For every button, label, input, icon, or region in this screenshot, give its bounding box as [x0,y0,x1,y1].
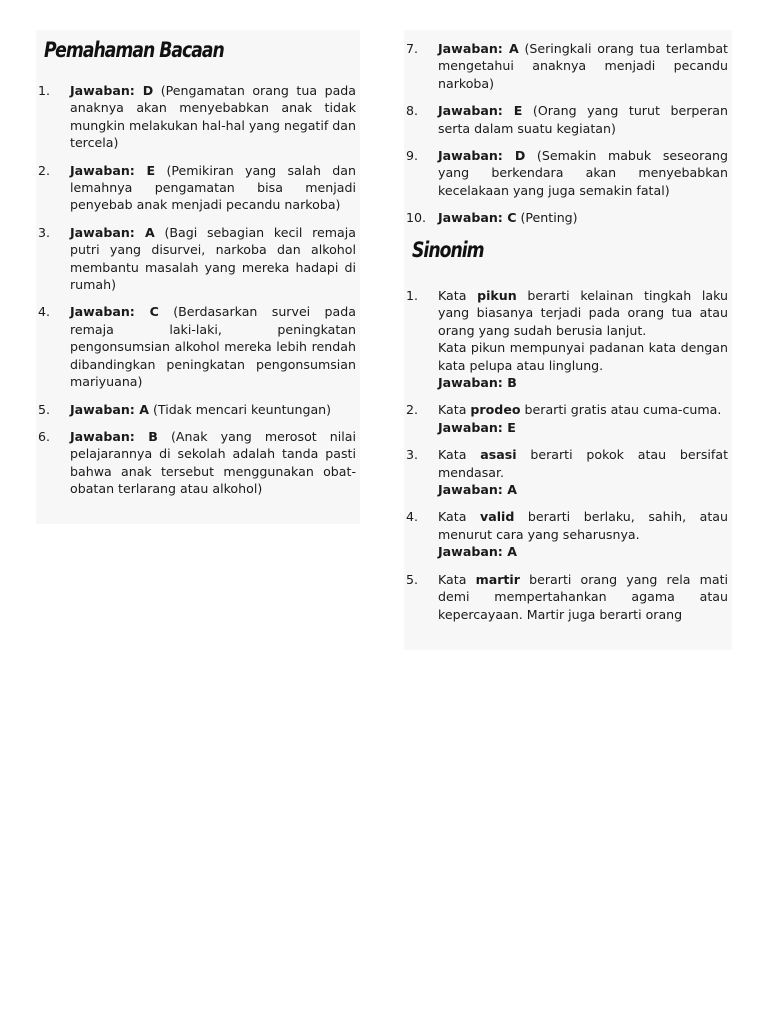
list-item [404,40,732,92]
list-item [36,401,360,418]
item-number: 3. [406,447,419,463]
definition-text: berarti gratis atau cuma-cuma. [520,402,722,418]
keyword: martir [475,571,520,587]
keyword: pikun [477,288,517,303]
section-title-pemahaman-bacaan: Pemahaman Bacaan [44,38,224,62]
list-item [36,303,360,390]
item-number: 5. [406,571,419,587]
list-item [404,287,732,391]
definition-prefix: Kata [438,509,480,525]
answer-label: Jawaban: B [70,428,158,444]
definition-prefix: Kata [438,402,471,418]
answer-label: Jawaban: A [438,482,517,498]
item-number: 2. [406,402,419,418]
list-item [404,508,732,560]
answer-label: Jawaban: C [70,304,159,320]
answer-label: Jawaban: D [438,148,526,164]
answer-explanation: (Anak yang merosot nilai pelajarannya di sekolah adalah tanda pasti bahwa anak tersebut menggunakan obat-obatan terlarang atau alkohol) [70,428,356,497]
answer-explanation: (Bagi sebagian kecil remaja putri yang disurvei, narkoba dan alkohol membantu masalah yang mereka hadapi di rumah) [70,224,356,293]
list-item [36,224,360,294]
list-item [36,82,360,152]
left-column [36,30,360,524]
item-number: 1. [38,83,51,98]
item-number: 6. [38,428,51,444]
item-number: 3. [38,224,51,240]
right-column [404,30,732,650]
list-item [404,571,732,623]
answer-explanation: (Penting) [516,210,578,226]
reading-answers-list-continued [404,40,732,237]
item-number: 5. [38,401,51,417]
item-number: 1. [406,288,419,303]
answer-label: Jawaban: E [70,162,156,178]
answer-label: Jawaban: E [438,419,516,435]
answer-label: Jawaban: A [70,224,155,240]
definition-extra: Kata pikun mempunyai padanan kata dengan kata pelupa atau linglung. [438,340,728,373]
answer-explanation: (Berdasarkan survei pada remaja laki-laki, peningkatan pengonsumsian alkohol mereka lebih rendah dibandingkan peningkatan pengonsumsian mariyuana) [70,304,356,390]
keyword: prodeo [470,402,521,418]
keyword: asasi [480,447,517,463]
item-number: 8. [406,103,419,119]
item-number: 7. [406,41,419,56]
definition-text: berarti pokok atau bersifat mendasar. [438,447,729,480]
answer-label: Jawaban: A [438,41,519,56]
definition-prefix: Kata [438,288,478,303]
section-title-sinonim: Sinonim [412,238,484,262]
definition-text: berarti orang yang rela mati demi mempertahankan agama atau kepercayaan. Martir juga berarti orang [438,571,729,622]
answer-explanation: (Semakin mabuk seseorang yang berkendara akan menyebabkan kecelakaan yang juga semakin fatal) [438,148,729,198]
item-number: 4. [406,509,419,525]
answer-label: Jawaban: A [438,544,517,560]
item-number: 4. [38,304,51,320]
answer-explanation: (Orang yang turut berperan serta dalam suatu kegiatan) [438,103,728,136]
list-item [36,428,360,498]
definition-prefix: Kata [438,571,476,587]
reading-answers-list [36,82,360,508]
item-number: 10. [406,210,427,226]
definition-text: berarti kelainan tingkah laku yang biasanya terjadi pada orang tua atau orang yang sudah berusia lanjut. [438,288,728,338]
synonym-answers-list [404,287,732,633]
list-item [404,401,732,436]
list-item [404,102,732,137]
item-number: 9. [406,148,419,164]
answer-explanation: (Pengamatan orang tua pada anaknya akan menyebabkan anak tidak mungkin melakukan hal-hal yang negatif dan tercela) [70,83,356,151]
list-item [404,147,732,199]
answer-label: Jawaban: D [70,83,154,98]
answer-label: Jawaban: C [438,210,517,226]
item-number: 2. [38,162,51,178]
answer-explanation: (Seringkali orang tua terlambat mengetahui anaknya menjadi pecandu narkoba) [438,41,728,91]
answer-label: Jawaban: A [70,401,149,417]
answer-label: Jawaban: B [438,375,517,391]
definition-prefix: Kata [438,447,481,463]
answer-explanation: (Pemikiran yang salah dan lemahnya pengamatan bisa menjadi penyebab anak menjadi pecandu narkoba) [70,162,356,213]
answer-label: Jawaban: E [438,103,523,119]
list-item [36,162,360,214]
list-item [404,446,732,498]
answer-explanation: (Tidak mencari keuntungan) [148,401,332,417]
list-item [404,209,732,226]
keyword: valid [479,509,515,525]
definition-text: berarti berlaku, sahih, atau menurut cara yang seharusnya. [438,509,728,542]
